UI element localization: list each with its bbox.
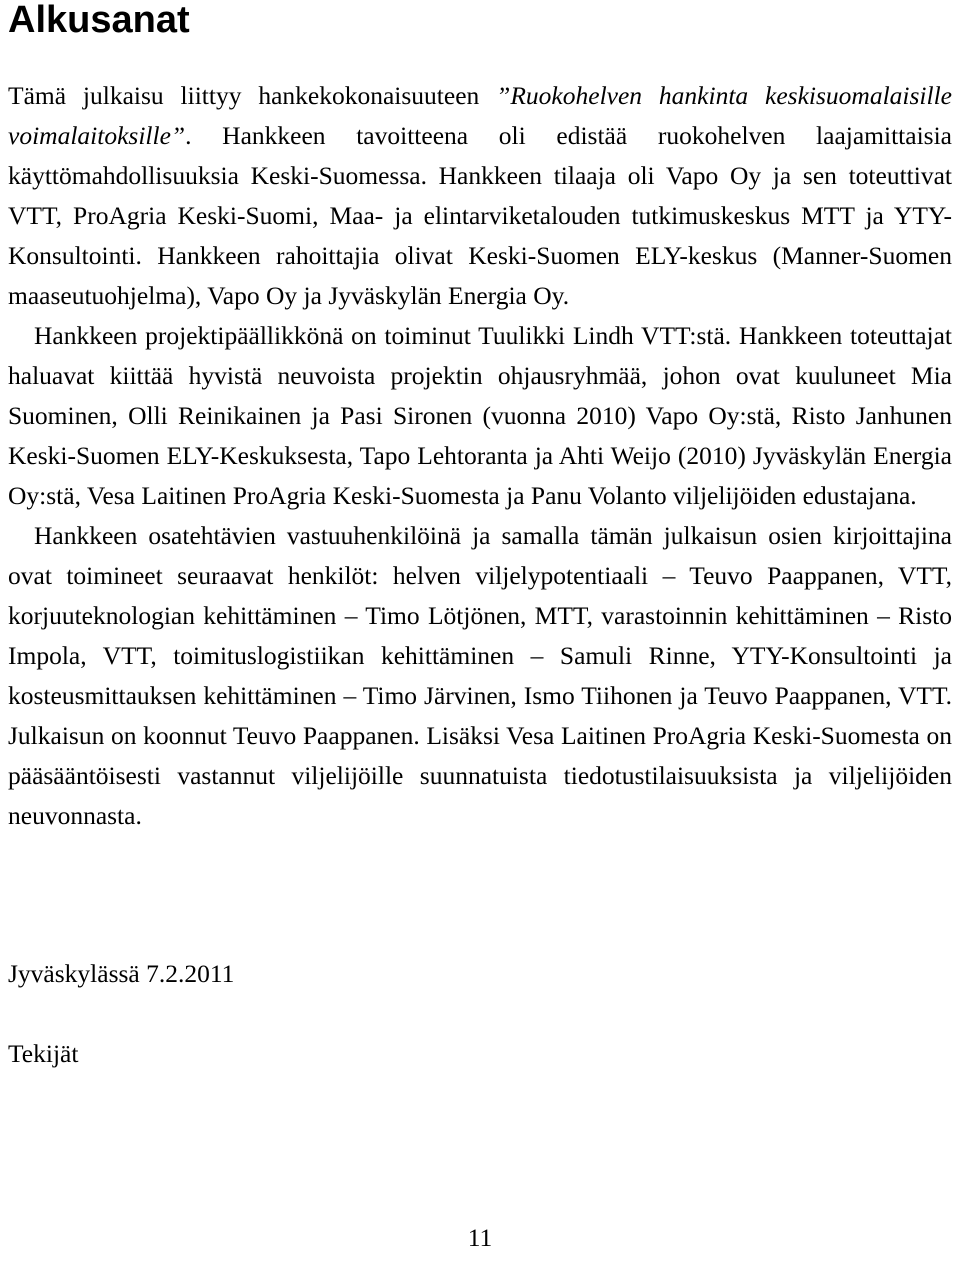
paragraph-authors: Hankkeen osatehtävien vastuuhenkilöinä ja samalla tämän julkaisun osien kirjoittajina ovat toimineet seuraavat henkilöt: helven viljelypotentiaali – Teuvo Paappanen, VTT, korjuuteknologian kehittäminen – Timo Lötjönen, MTT, varastoinnin kehittäminen – Risto Impola, VTT, toimituslogistiikan kehittäminen – Samuli Rinne, YTY-Konsultointi ja kosteusmittauksen kehittäminen – Timo Järvinen, Ismo Tiihonen ja Teuvo Paappanen, VTT. Julkaisun on koonnut Teuvo Paappanen. Lisäksi Vesa Laitinen ProAgria Keski-Suomesta on pääsääntöisesti vastannut viljelijöille suunnatuista tiedotustilaisuuksista ja viljelijöiden neuvonnasta. [8, 521, 952, 830]
page-number: 11 [467, 1223, 493, 1252]
paragraph-acknowledgements: Hankkeen projektipäällikkönä on toiminut Tuulikki Lindh VTT:stä. Hankkeen toteuttajat haluavat kiittää hyvistä neuvoista projektin ohjausryhmää, johon ovat kuuluneet Mia Suominen, Olli Reinikainen ja Pasi Sironen (vuonna 2010) Vapo Oy:stä, Risto Janhunen Keski-Suomen ELY-Keskuksesta, Tapo Lehtoranta ja Ahti Weijo (2010) Jyväskylän Energia Oy:stä, Vesa Laitinen ProAgria Keski-Suomesta ja Panu Volanto viljelijöiden edustajana. [8, 321, 952, 510]
signature: Tekijät [8, 1039, 79, 1068]
paragraph-intro [8, 76, 952, 316]
project-name: ”Ruokohelven hankinta keskisuomalaisille voimalaitoksille” [8, 81, 952, 150]
foreword-body [8, 76, 952, 836]
page-title: Alkusanat [8, 0, 190, 41]
paragraph-intro-rest: . Hankkeen tavoitteena oli edistää ruokohelven laajamittaisia käyttömahdollisuuksia Keski-Suomessa. Hankkeen tilaaja oli Vapo Oy ja sen toteuttivat VTT, ProAgria Keski-Suomi, Maa- ja elintarviketalouden tutkimuskeskus MTT ja YTY-Konsultointi. Hankkeen rahoittajia olivat Keski-Suomen ELY-keskus (Manner-Suomen maaseutuohjelma), Vapo Oy ja Jyväskylän Energia Oy. [8, 121, 952, 310]
paragraph-intro-lead: Tämä julkaisu liittyy hankekokonaisuuteen [8, 81, 497, 110]
place-date: Jyväskylässä 7.2.2011 [8, 959, 235, 988]
